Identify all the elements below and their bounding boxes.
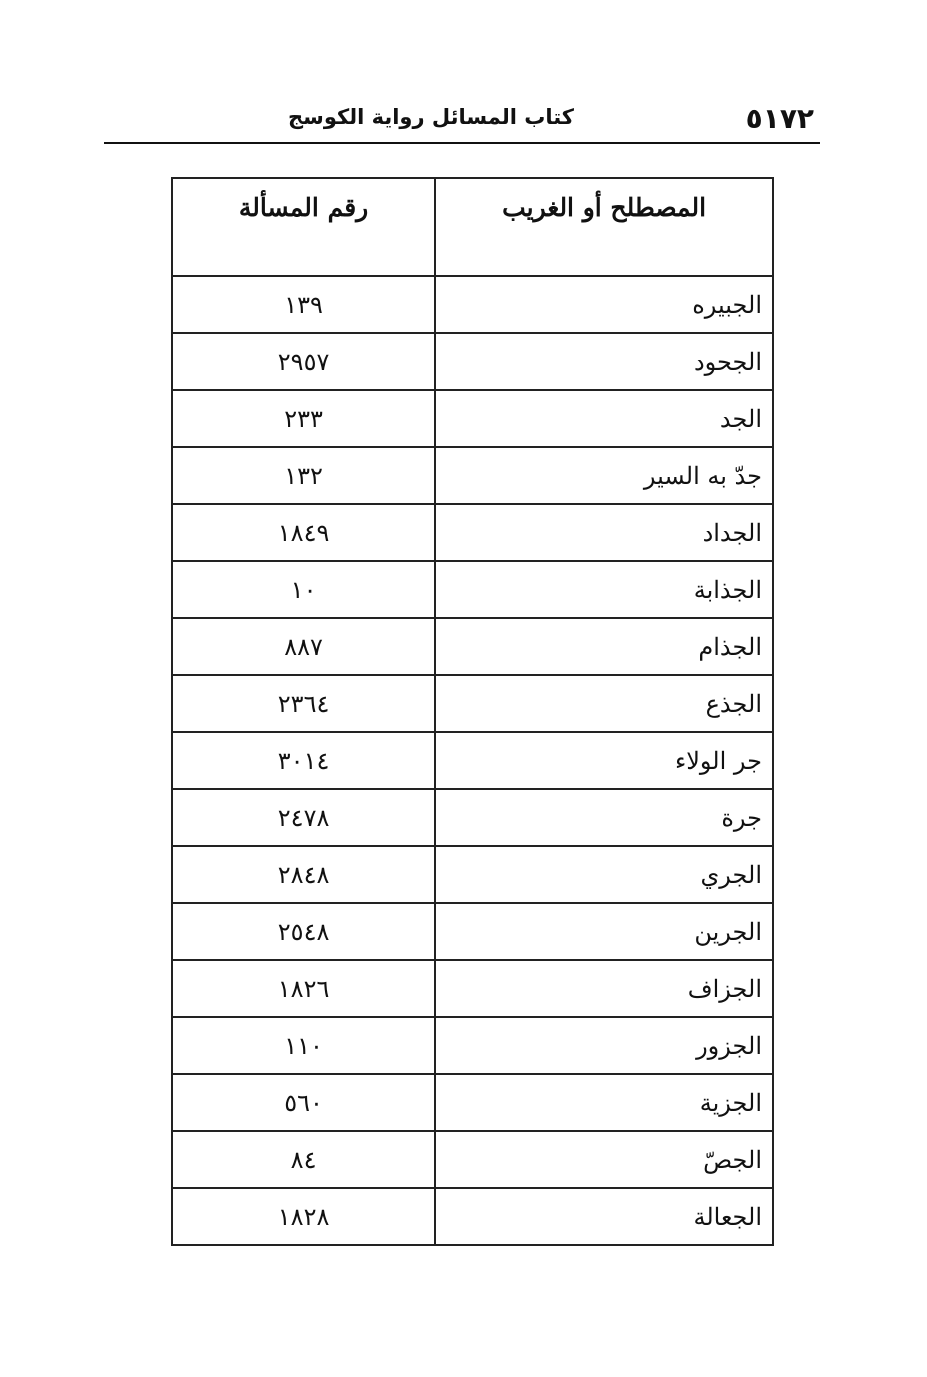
term-cell: الجبيره (435, 276, 773, 333)
question-number-cell: ٨٤ (172, 1131, 435, 1188)
table-row (172, 1074, 773, 1131)
term-cell: الجصّ (435, 1131, 773, 1188)
column-header-term: المصطلح أو الغريب (435, 178, 773, 276)
table-row (172, 1131, 773, 1188)
table-row (172, 1017, 773, 1074)
term-cell: جدّ به السير (435, 447, 773, 504)
page-header (104, 98, 820, 144)
question-number-cell: ٢٨٤٨ (172, 846, 435, 903)
book-title: كتاب المسائل رواية الكوسج (288, 105, 574, 129)
table-row (172, 846, 773, 903)
question-number-cell: ١٨٢٦ (172, 960, 435, 1017)
question-number-cell: ١٠ (172, 561, 435, 618)
term-cell: الجذع (435, 675, 773, 732)
question-number-cell: ٢٣٣ (172, 390, 435, 447)
term-cell: الجد (435, 390, 773, 447)
question-number-cell: ٥٦٠ (172, 1074, 435, 1131)
question-number-cell: ١٣٩ (172, 276, 435, 333)
column-header-number: رقم المسألة (172, 178, 435, 276)
table-row (172, 903, 773, 960)
term-cell: الجذابة (435, 561, 773, 618)
table-row (172, 789, 773, 846)
table-row (172, 333, 773, 390)
table-row (172, 960, 773, 1017)
term-cell: الجزية (435, 1074, 773, 1131)
term-cell: الجداد (435, 504, 773, 561)
term-cell: الجري (435, 846, 773, 903)
table-row (172, 276, 773, 333)
term-cell: الجرين (435, 903, 773, 960)
glossary-table (171, 177, 774, 1246)
question-number-cell: ٨٨٧ (172, 618, 435, 675)
table-row (172, 561, 773, 618)
term-cell: الجزور (435, 1017, 773, 1074)
question-number-cell: ٢٣٦٤ (172, 675, 435, 732)
table-row (172, 1188, 773, 1245)
question-number-cell: ١١٠ (172, 1017, 435, 1074)
question-number-cell: ١٨٢٨ (172, 1188, 435, 1245)
table-row (172, 732, 773, 789)
term-cell: جر الولاء (435, 732, 773, 789)
question-number-cell: ٣٠١٤ (172, 732, 435, 789)
table-row (172, 618, 773, 675)
term-cell: الجحود (435, 333, 773, 390)
term-cell: الجعالة (435, 1188, 773, 1245)
question-number-cell: ٢٩٥٧ (172, 333, 435, 390)
table-header-row (172, 178, 773, 276)
term-cell: جرة (435, 789, 773, 846)
question-number-cell: ١٣٢ (172, 447, 435, 504)
page-number: ٥١٧٢ (745, 102, 814, 135)
term-cell: الجزاف (435, 960, 773, 1017)
table-row (172, 390, 773, 447)
table-row (172, 447, 773, 504)
term-cell: الجذام (435, 618, 773, 675)
table-row (172, 675, 773, 732)
table-row (172, 504, 773, 561)
question-number-cell: ٢٥٤٨ (172, 903, 435, 960)
question-number-cell: ١٨٤٩ (172, 504, 435, 561)
question-number-cell: ٢٤٧٨ (172, 789, 435, 846)
